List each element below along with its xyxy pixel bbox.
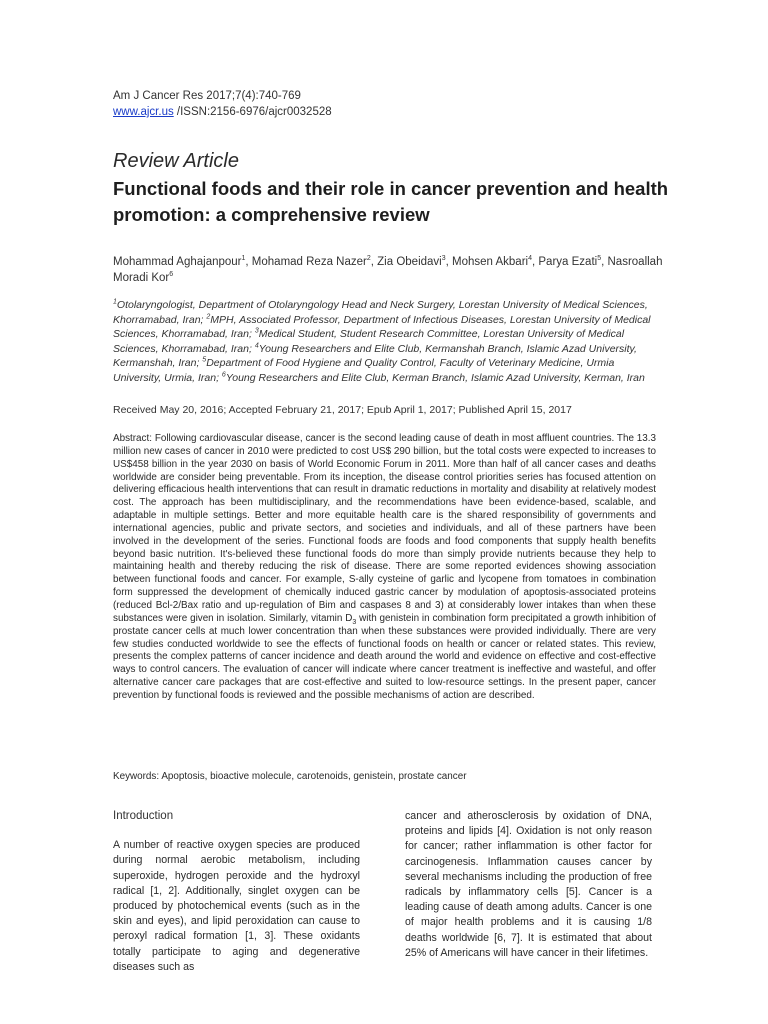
intro-paragraph-right: cancer and atherosclerosis by oxidation of DNA, proteins and lipids [4]. Oxidation is not only reason for cancer; rather inflammation is other factor for carcinogenesis. Inflammation causes cancer by several mechanisms including the production of free radicals by inflammatory cells [5]. Cancer is a leading cause of death among adults. Cancer is one of major health problems and it is causing 1/8 deaths worldwide [6, 7]. It is estimated that about 25% of Americans will have cancer in their lifetimes. [405,810,652,959]
keywords [113,771,661,782]
author: Mohamad Reza Nazer$^2$, [251,255,378,268]
author: Parya Ezati$^5$, [538,255,608,268]
affiliations [113,298,661,386]
abstract-sub: 3 [352,618,357,626]
author: Mohsen Akbari$^4$, [452,255,539,268]
issn: /ISSN:2156-6976/ajcr0032528 [173,106,332,118]
journal-header [113,88,332,120]
article-title: Functional foods and their role in cancer prevention and health promotion: a comprehensive review [113,178,669,225]
abstract-text-b: with genistein in combination form precipitated a growth inhibition of prostate cancer cells at much lower concentration than when these substances were provided individually. There are very few studies conducted worldwide to see the effects of functional foods on health or cancer or related states. This review, presents the complex patterns of cancer incidence and death around the world and evidence on effective and cost-effective ways to control cancers. The evaluation of cancer will indicate where cancer treatment is ineffective and wasteful, and offer alternative cancer care packages that are cost-effective and suited to low-resource settings. In the present paper, cancer prevention by functional foods is reviewed and the possible mechanisms of action are described. [113,612,657,701]
keywords-text: Apoptosis, bioactive molecule, carotenoids, genistein, prostate cancer [161,771,467,782]
affiliation: $^2$MPH, Associated Professor, Department of Infectious Diseases, Lorestan University of Medical Sciences, Khorramabad, Iran; [113,313,651,341]
abstract-label: Abstract: [113,433,155,444]
journal-link-line [113,104,332,120]
publication-dates: Received May 20, 2016; Accepted February 21, 2017; Epub April 1, 2017; Published April 15, 2017 [113,404,572,416]
affiliation: $^6$Young Researchers and Elite Club, Kerman Branch, Islamic Azad University, Kerman, Iran [221,371,645,384]
author: Nasroallah Moradi Kor$^6$ [113,256,663,284]
affiliation: $^4$Young Researchers and Elite Club, Kermanshah Branch, Islamic Azad University, Kermanshah, Iran; [113,342,637,370]
abstract [113,433,656,703]
affiliation: $^1$Otolaryngologist, Department of Otolaryngology Head and Neck Surgery, Lorestan University of Medical Sciences, Khorramabad, Iran; [113,298,648,326]
intro-paragraph-left: A number of reactive oxygen species are produced during normal aerobic metabolism, including superoxide, hydrogen peroxide and the hydroxyl radical [1, 2]. Additionally, singlet oxygen can be produced by photochemical events (such as in the skin and eyes), and lipid peroxidation can cause to peroxyl radical formation [1, 3]. These oxidants totally participate to aging and degenerative diseases such as [113,839,360,973]
affiliation: $^3$Medical Student, Student Research Committee, Lorestan University of Medical Sciences, Khorramabad, Iran; [113,327,625,355]
article-type: Review Article [113,150,239,172]
affiliation: $^5$Department of Food Hygiene and Quality Control, Faculty of Veterinary Medicine, Urmia University, Urmia, Iran; [113,356,615,384]
author-list [113,254,663,286]
right-column [405,809,652,961]
abstract-text-a: Following cardiovascular disease, cancer is the second leading cause of death in most affluent countries. The 13.3 million new cases of cancer in 2010 were predicted to cost US$ 290 billion, but the total costs were expected to increases to US$458 billion in the year 2030 on basis of World Economic Forum in 2011. More than half of all cancer cases and deaths worldwide are consider being preventable. From its inception, the disease control priorities series has focused attention on delivering efficacious health interventions that can result in dramatic reductions in mortality and disability at relatively modest cost. The approach has been multidisciplinary, and the recommendations have been evidence-based, scalable, and adaptable in multiple settings. Better and more equitable health care is the shared responsibility of governments and international agencies, public and private sectors, and societies and individuals, and all of these partners have been involved in the development of the series. Functional foods are foods and food components that supply health benefits beyond basic nutrition. It's-believed these functional foods do more than simply provide nutrients because they help to maintaining health and thereby reducing the risk of disease. There are some reported evidences showing association between functional foods and cancer. For example, S-ally cysteine of garlic and lycopene from tomatoes in combination form suppressed the development of chemically induced gastric cancer by modulation of apoptosis-associated proteins (reduced Bcl-2/Bax ratio and up-regulation of Bim and caspases 8 and 3) at considerably lower intakes than when these substances were given in isolation. Similarly, vitamin D [113,433,656,624]
author: Zia Obeidavi$^3$, [377,255,453,268]
journal-link[interactable]: www.ajcr.us [113,106,174,118]
author: Mohammad Aghajanpour$^1$, [113,255,252,268]
left-column [113,809,360,975]
citation: Am J Cancer Res 2017;7(4):740-769 [113,90,301,102]
section-heading-introduction: Introduction [113,810,174,822]
keywords-label: Keywords: [113,771,162,782]
